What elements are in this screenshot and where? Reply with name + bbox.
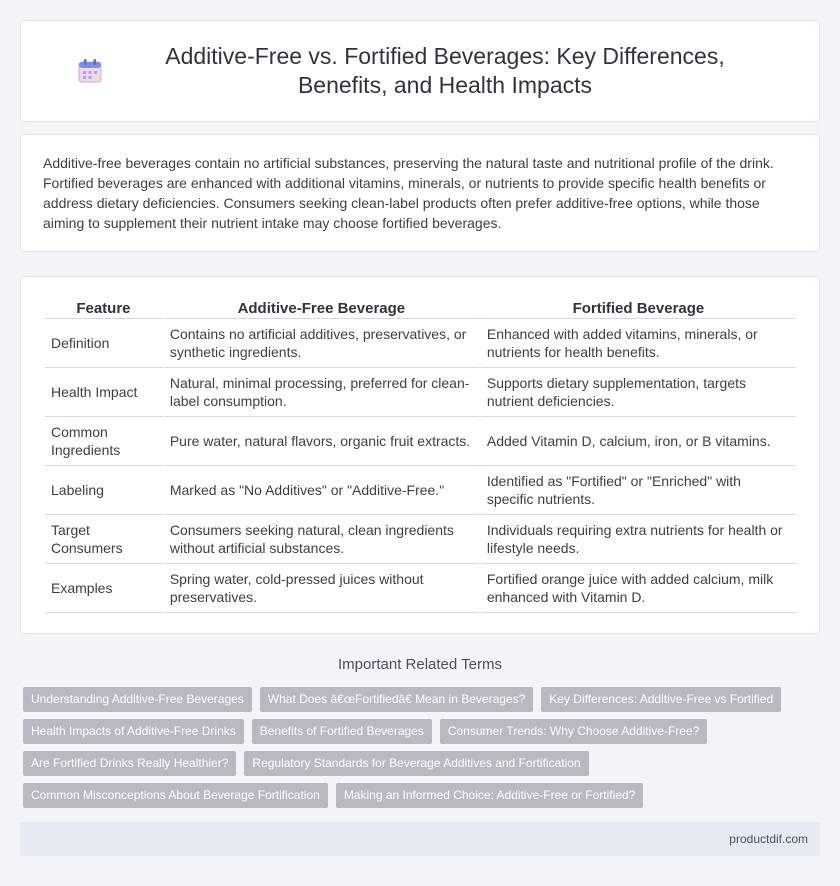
table-cell: Marked as "No Additives" or "Additive-Free." [164, 466, 479, 515]
related-terms-title: Important Related Terms [338, 656, 502, 673]
table-cell: Pure water, natural flavors, organic fruit extracts. [164, 417, 479, 466]
table-cell: Contains no artificial additives, preservatives, or synthetic ingredients. [164, 319, 479, 368]
related-term-link[interactable]: Regulatory Standards for Beverage Additives and Fortification [244, 751, 588, 776]
table-row [45, 515, 796, 564]
tag-row [23, 783, 813, 815]
related-term-link[interactable]: Common Misconceptions About Beverage Fortification [23, 783, 328, 808]
header-additive-free: Additive-Free Beverage [164, 295, 479, 319]
related-term-link[interactable]: Consumer Trends: Why Choose Additive-Free? [440, 719, 707, 744]
tag-row [23, 719, 813, 751]
table-cell: Health Impact [45, 368, 162, 417]
table-header-row [45, 295, 796, 319]
page-header [20, 20, 820, 122]
table-cell: Identified as "Fortified" or "Enriched" with specific nutrients. [481, 466, 796, 515]
related-terms-list [23, 687, 813, 815]
related-term-link[interactable]: Key Differences: Additive-Free vs Fortified [541, 687, 781, 712]
table-row [45, 319, 796, 368]
comparison-section [20, 276, 820, 634]
footer-site-name: productdif.com [729, 832, 808, 846]
table-row [45, 368, 796, 417]
table-cell: Examples [45, 564, 162, 613]
table-cell: Spring water, cold-pressed juices without preservatives. [164, 564, 479, 613]
related-term-link[interactable]: Understanding Additive-Free Beverages [23, 687, 252, 712]
intro-text: Additive-free beverages contain no artificial substances, preserving the natural taste and nutritional profile of the drink. Fortified beverages are enhanced with additional vitamins, minerals, or nutrients to provide specific health benefits or address dietary deficiencies. Consumers seeking clean-label products often prefer additive-free options, while those aiming to supplement their nutrient intake may choose fortified beverages. [43, 155, 774, 231]
table-cell: Definition [45, 319, 162, 368]
related-term-link[interactable]: Health Impacts of Additive-Free Drinks [23, 719, 244, 744]
table-cell: Added Vitamin D, calcium, iron, or B vitamins. [481, 417, 796, 466]
table-row [45, 417, 796, 466]
tag-row [23, 687, 813, 719]
calendar-icon [75, 56, 105, 86]
table-cell: Enhanced with added vitamins, minerals, or nutrients for health benefits. [481, 319, 796, 368]
page-title: Additive-Free vs. Fortified Beverages: Key Differences, Benefits, and Health Impacts [165, 43, 725, 98]
table-cell: Natural, minimal processing, preferred for clean-label consumption. [164, 368, 479, 417]
table-cell: Fortified orange juice with added calcium, milk enhanced with Vitamin D. [481, 564, 796, 613]
table-cell: Individuals requiring extra nutrients for health or lifestyle needs. [481, 515, 796, 564]
table-row [45, 564, 796, 613]
comparison-table [43, 295, 798, 613]
header-fortified: Fortified Beverage [481, 295, 796, 319]
related-term-link[interactable]: What Does â€œFortifiedâ€ Mean in Beverages? [260, 687, 533, 712]
page-footer [20, 822, 820, 856]
table-cell: Common Ingredients [45, 417, 162, 466]
related-term-link[interactable]: Making an Informed Choice: Additive-Free or Fortified? [336, 783, 643, 808]
tag-row [23, 751, 813, 783]
table-row [45, 466, 796, 515]
table-cell: Supports dietary supplementation, targets nutrient deficiencies. [481, 368, 796, 417]
intro-section [20, 134, 820, 252]
header-feature: Feature [45, 295, 162, 319]
table-cell: Target Consumers [45, 515, 162, 564]
related-term-link[interactable]: Are Fortified Drinks Really Healthier? [23, 751, 236, 776]
related-term-link[interactable]: Benefits of Fortified Beverages [252, 719, 432, 744]
table-cell: Labeling [45, 466, 162, 515]
table-cell: Consumers seeking natural, clean ingredients without artificial substances. [164, 515, 479, 564]
